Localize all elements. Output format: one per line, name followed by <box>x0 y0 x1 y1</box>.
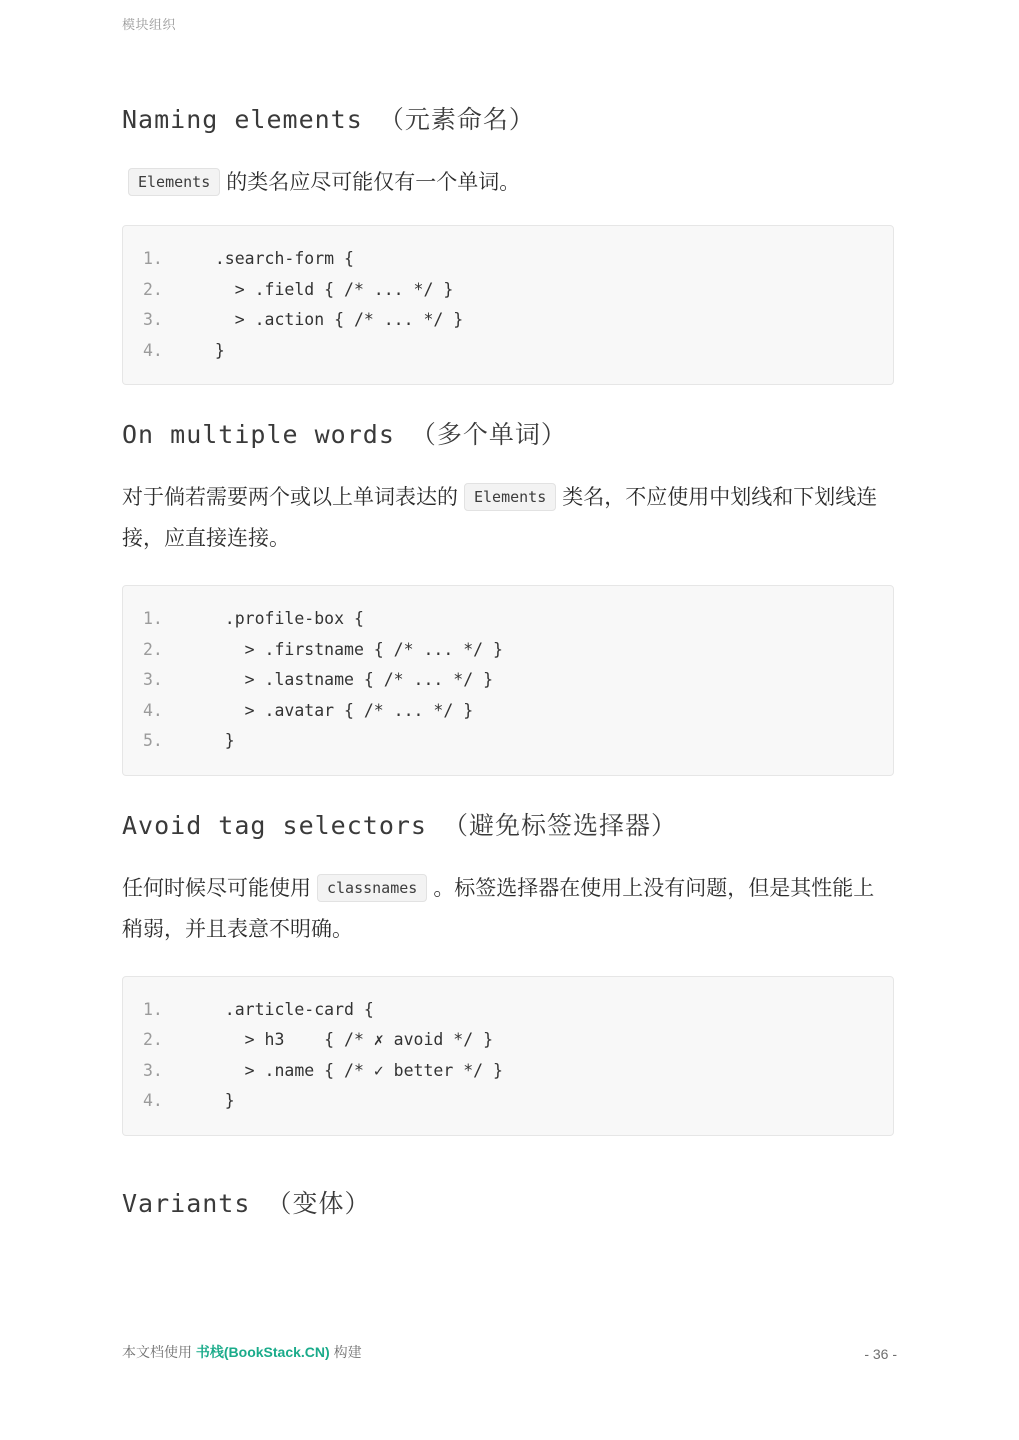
code-line <box>123 305 893 336</box>
paragraph-text-pre: 任何时候尽可能使用 <box>122 876 311 900</box>
code-line-number: 5. <box>143 731 163 750</box>
paragraph-text-post: 类名，不应使用中划线和下划线连接，应直接连接。 <box>122 486 878 550</box>
section-heading-avoid-tag-selectors: Avoid tag selectors （避免标签选择器） <box>122 810 678 840</box>
code-line <box>123 275 893 306</box>
code-line-number: 3. <box>143 310 163 329</box>
paragraph-text-pre: 对于倘若需要两个或以上单词表达的 <box>122 486 458 509</box>
paragraph-text-post: 。标签选择器在使用上没有问题，但是其性能上稍弱，并且表意不明确。 <box>122 876 875 941</box>
code-line-text: } <box>195 731 235 750</box>
code-line-number: 3. <box>143 1060 163 1080</box>
code-line-text: .article-card { <box>195 999 374 1019</box>
footer-brand-link[interactable]: 书栈(BookStack.CN) <box>195 1344 330 1360</box>
section-heading-naming-elements: Naming elements （元素命名） <box>122 105 535 134</box>
code-line-text: > .lastname { /* ... */ } <box>195 670 494 689</box>
code-line-number: 1. <box>143 249 163 268</box>
paragraph-avoid-tag-selectors <box>122 868 894 950</box>
code-line <box>123 696 893 727</box>
code-block-profile-box <box>122 585 894 776</box>
code-line <box>123 336 893 367</box>
code-line <box>123 1086 893 1117</box>
code-line-number: 4. <box>143 340 163 360</box>
code-line-text: > .firstname { /* ... */ } <box>195 639 503 659</box>
code-line-text: > .action { /* ... */ } <box>195 310 464 329</box>
document-content <box>122 100 894 1246</box>
code-line-text: > .field { /* ... */ } <box>195 279 454 299</box>
code-line-text: > h3 { /* ✗ avoid */ } <box>195 1030 494 1049</box>
code-line <box>123 1056 893 1087</box>
section-heading-variants: Variants （变体） <box>122 1188 371 1218</box>
inline-code-elements: Elements <box>464 483 556 511</box>
code-line-number: 1. <box>143 999 163 1019</box>
page-number: - 36 - <box>864 1346 897 1362</box>
code-line-text: } <box>195 1091 235 1110</box>
footer-prefix: 本文档使用 <box>122 1344 192 1360</box>
code-line <box>123 995 893 1026</box>
paragraph-on-multiple-words <box>122 477 894 559</box>
code-block-search-form <box>122 225 894 385</box>
page-header-breadcrumb: 模块组织 <box>122 17 177 32</box>
code-line-number: 4. <box>143 1091 163 1110</box>
code-line-number: 1. <box>143 609 163 628</box>
section-heading-on-multiple-words: On multiple words （多个单词） <box>122 420 567 449</box>
footer-suffix: 构建 <box>333 1344 362 1360</box>
code-block-article-card <box>122 976 894 1136</box>
paragraph-naming-elements <box>122 162 894 203</box>
inline-code-elements: Elements <box>128 168 220 196</box>
code-line-text: > .avatar { /* ... */ } <box>195 700 474 720</box>
code-line <box>123 665 893 696</box>
footer-credit <box>122 1342 362 1362</box>
code-line <box>123 604 893 635</box>
code-line-number: 2. <box>143 1030 163 1049</box>
code-line-text: > .name { /* ✓ better */ } <box>195 1060 503 1080</box>
code-line-text: } <box>195 340 225 360</box>
code-line <box>123 244 893 275</box>
code-line-number: 3. <box>143 670 163 689</box>
paragraph-text-post: 的类名应尽可能仅有一个单词。 <box>226 171 521 194</box>
code-line-text: .search-form { <box>195 249 354 268</box>
code-line-number: 2. <box>143 639 163 659</box>
code-line <box>123 635 893 666</box>
code-line-text: .profile-box { <box>195 609 364 628</box>
code-line-number: 4. <box>143 700 163 720</box>
code-line-number: 2. <box>143 279 163 299</box>
code-line <box>123 1025 893 1056</box>
code-line <box>123 726 893 757</box>
inline-code-classnames: classnames <box>317 874 427 902</box>
